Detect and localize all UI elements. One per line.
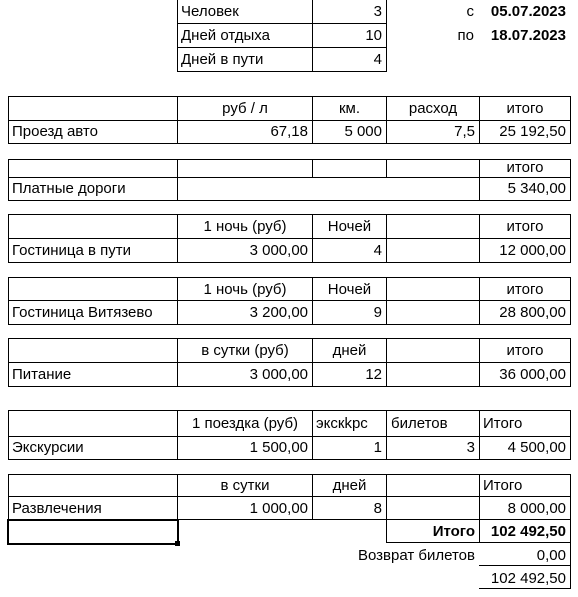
food-days-cell[interactable]: 12 (365, 366, 382, 383)
to-date-cell[interactable]: 18.07.2023 (490, 27, 566, 44)
hotel-road-header-night: 1 ночь (руб) (203, 218, 287, 235)
hotel-road-total-cell[interactable]: 12 000,00 (499, 242, 566, 259)
fun-days-cell[interactable]: 8 (373, 500, 382, 517)
ticket-refund-label: Возврат билетов (358, 547, 475, 564)
hotel-road-nights-cell[interactable]: 4 (373, 242, 382, 259)
from-prefix: с (466, 3, 474, 20)
auto-header-total: итого (506, 100, 544, 117)
exc-header-excursions: экскkрс (316, 415, 368, 432)
hotel-road-header-total: итого (506, 218, 544, 235)
fill-handle[interactable] (175, 541, 180, 546)
fun-row-label[interactable]: Развлечения (12, 500, 102, 517)
hotel-road-price-cell[interactable]: 3 000,00 (249, 242, 308, 259)
auto-header-consumption: расход (408, 100, 458, 117)
exc-row-label[interactable]: Экскурсии (12, 439, 84, 456)
grand-total-cell[interactable]: 102 492,50 (490, 523, 566, 540)
hotel-vit-header-night: 1 ночь (руб) (203, 281, 287, 298)
exc-tickets-cell[interactable]: 3 (466, 439, 475, 456)
toll-header-total: итого (506, 159, 544, 176)
exc-header-tickets: билетов (391, 415, 448, 432)
fun-price-cell[interactable]: 1 000,00 (249, 500, 308, 517)
final-total-cell[interactable]: 102 492,50 (490, 570, 566, 587)
fun-header-day: в сутки (220, 477, 270, 494)
food-header-days: дней (332, 342, 367, 359)
ticket-refund-cell[interactable]: 0,00 (536, 547, 566, 564)
food-total-cell[interactable]: 36 000,00 (499, 366, 566, 383)
days-travel-label: Дней в пути (181, 51, 264, 68)
auto-total-cell[interactable]: 25 192,50 (499, 123, 566, 140)
hotel-vit-total-cell[interactable]: 28 800,00 (499, 304, 566, 321)
days-travel-cell[interactable]: 4 (373, 51, 382, 68)
hotel-vit-nights-cell[interactable]: 9 (373, 304, 382, 321)
auto-row-label[interactable]: Проезд авто (12, 123, 98, 140)
hotel-vit-header-total: итого (506, 281, 544, 298)
days-rest-label: Дней отдыха (181, 27, 270, 44)
exc-header-total: Итого (483, 415, 523, 432)
hotel-vit-row-label[interactable]: Гостиница Витязево (12, 304, 153, 321)
food-header-total: итого (506, 342, 544, 359)
toll-row-label[interactable]: Платные дороги (12, 180, 126, 197)
exc-header-trip: 1 поездка (руб) (191, 415, 299, 432)
to-prefix: по (457, 27, 474, 44)
auto-price-cell[interactable]: 67,18 (270, 123, 308, 140)
toll-total-cell[interactable]: 5 340,00 (507, 180, 566, 197)
hotel-vit-price-cell[interactable]: 3 200,00 (249, 304, 308, 321)
grand-total-label: Итого (432, 523, 475, 540)
exc-total-cell[interactable]: 4 500,00 (507, 439, 566, 456)
fun-header-days: дней (332, 477, 367, 494)
hotel-road-header-nights: Ночей (327, 218, 372, 235)
exc-price-cell[interactable]: 1 500,00 (249, 439, 308, 456)
from-date-cell[interactable]: 05.07.2023 (490, 3, 566, 20)
exc-count-cell[interactable]: 1 (373, 439, 382, 456)
food-row-label[interactable]: Питание (12, 366, 72, 383)
fun-header-total: Итого (483, 477, 523, 494)
auto-header-km: км. (338, 100, 361, 117)
auto-km-cell[interactable]: 5 000 (344, 123, 382, 140)
auto-consumption-cell[interactable]: 7,5 (454, 123, 475, 140)
selected-cell[interactable] (7, 519, 179, 545)
hotel-road-row-label[interactable]: Гостиница в пути (12, 242, 131, 259)
auto-header-price: руб / л (222, 100, 268, 117)
days-rest-cell[interactable]: 10 (365, 27, 382, 44)
food-price-cell[interactable]: 3 000,00 (249, 366, 308, 383)
hotel-vit-header-nights: Ночей (327, 281, 372, 298)
fun-total-cell[interactable]: 8 000,00 (507, 500, 566, 517)
people-label: Человек (181, 3, 239, 20)
people-cell[interactable]: 3 (373, 3, 382, 20)
food-header-day: в сутки (руб) (201, 342, 289, 359)
